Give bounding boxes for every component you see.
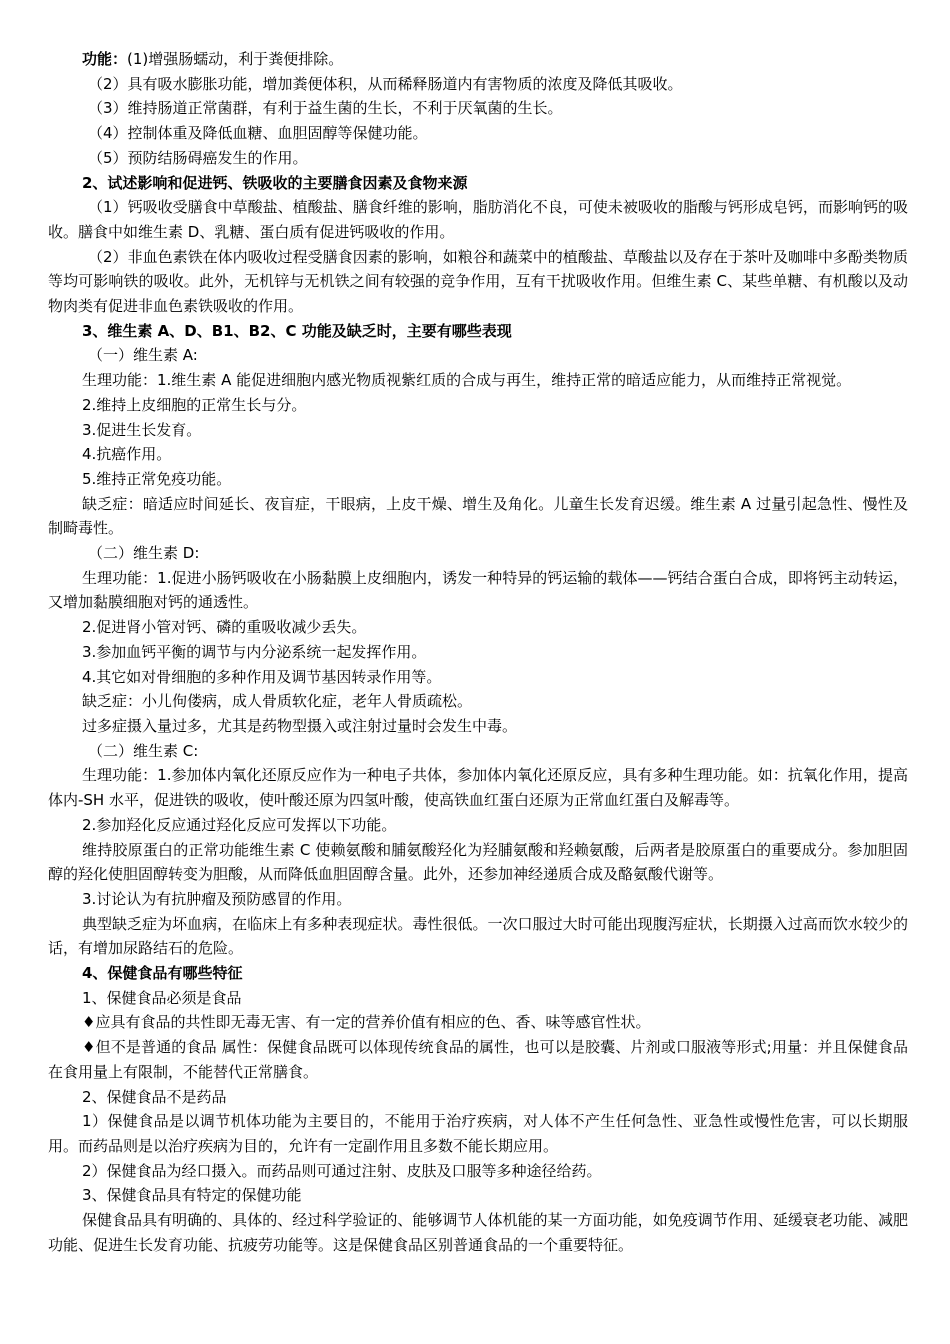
section-heading-4: 4、保健食品有哪些特征 bbox=[82, 964, 243, 983]
fiber-function-5: （5）预防结肠碍癌发生的作用。 bbox=[88, 148, 308, 167]
vitamin-d-function-3: 3.参加血钙平衡的调节与内分泌系统一起发挥作用。 bbox=[82, 642, 427, 661]
health-food-point-1: 1、保健食品必须是食品 bbox=[82, 988, 242, 1007]
vitamin-d-excess: 过多症摄入量过多，尤其是药物型摄入或注射过量时会发生中毒。 bbox=[82, 716, 518, 735]
health-food-point-3: 3、保健食品具有特定的保健功能 bbox=[82, 1186, 302, 1205]
vitamin-a-function-2: 2.维持上皮细胞的正常生长与分。 bbox=[82, 395, 307, 414]
fiber-function-2: （2）具有吸水膨胀功能，增加粪便体积，从而稀释肠道内有害物质的浓度及降低其吸收。 bbox=[88, 74, 683, 93]
section-heading-2: 2、试述影响和促进钙、铁吸收的主要膳食因素及食物来源 bbox=[82, 173, 468, 192]
iron-paragraph: （2）非血色素铁在体内吸收过程受膳食因素的影响，如粮谷和蔬菜中的植酸盐、草酸盐以及存在于茶叶及咖啡中多酚类物质等均可影响铁的吸收。此外，无机锌与无机铁之间有较强的竞争作用，互有干扰吸收作用。但维生素 C、某些单糖、有机酸以及动物肉类有促进非血色素铁吸收的作用。 bbox=[48, 247, 908, 316]
vitamin-c-collagen: 维持胶原蛋白的正常功能维生素 C 使赖氨酸和脯氨酸羟化为羟脯氨酸和羟赖氨酸，后两者是胶原蛋白的重要成分。参加胆固醇的羟化使胆固醇转变为胆酸，从而降低血胆固醇含量。此外，还参加神经递质合成及酪氨酸代谢等。 bbox=[48, 840, 908, 884]
vitamin-c-deficiency: 典型缺乏症为坏血病，在临床上有多种表现症状。毒性很低。一次口服过大时可能出现腹泻症状，长期摄入过高而饮水较少的话，有增加尿路结石的危险。 bbox=[48, 914, 908, 958]
vitamin-a-function-3: 3.促进生长发育。 bbox=[82, 420, 202, 439]
health-food-bullet-2: ♦但不是普通的食品 属性：保健食品既可以体现传统食品的属性，也可以是胶囊、片剂或口服液等形式;用量：并且保健食品在食用量上有限制，不能替代正常膳食。 bbox=[48, 1038, 908, 1081]
health-food-point-2-2: 2）保健食品为经口摄入。而药品则可通过注射、皮肤及口服等多种途径给药。 bbox=[82, 1161, 602, 1180]
health-food-bullet-1: ♦应具有食品的共性即无毒无害、有一定的营养价值有相应的色、香、味等感官性状。 bbox=[82, 1013, 651, 1032]
fiber-function-1: (1)增强肠蠕动，利于粪便排除。 bbox=[127, 50, 344, 68]
vitamin-d-title: （二）维生素 D: bbox=[88, 544, 200, 563]
vitamin-a-function-5: 5.维持正常免疫功能。 bbox=[82, 469, 232, 488]
vitamin-d-function-2: 2.促进肾小管对钙、磷的重吸收减少丢失。 bbox=[82, 618, 367, 637]
health-food-point-3-detail: 保健食品具有明确的、具体的、经过科学验证的、能够调节人体机能的某一方面功能，如免疫调节作用、延缓衰老功能、减肥功能、促进生长发育功能、抗疲劳功能等。这是保健食品区别普通食品的一个重要特征。 bbox=[48, 1211, 908, 1254]
vitamin-a-function-4: 4.抗癌作用。 bbox=[82, 445, 172, 464]
fiber-function-line bbox=[48, 47, 908, 72]
vitamin-d-deficiency: 缺乏症：小儿佝偻病，成人骨质软化症，老年人骨质疏松。 bbox=[82, 692, 473, 711]
document-page bbox=[48, 47, 908, 1257]
vitamin-d-function-4: 4.其它如对骨细胞的多种作用及调节基因转录作用等。 bbox=[82, 667, 442, 686]
vitamin-a-deficiency: 缺乏症：暗适应时间延长、夜盲症，干眼病，上皮干燥、增生及角化。儿童生长发育迟缓。维生素 A 过量引起急性、慢性及制畸毒性。 bbox=[48, 494, 908, 538]
calcium-paragraph: （1）钙吸收受膳食中草酸盐、植酸盐、膳食纤维的影响，脂肪消化不良，可使未被吸收的脂酸与钙形成皂钙，而影响钙的吸收。膳食中如维生素 D、乳糖、蛋白质有促进钙吸收的作用。 bbox=[48, 198, 908, 241]
vitamin-a-function-1: 生理功能：1.维生素 A 能促进细胞内感光物质视紫红质的合成与再生，维持正常的暗适应能力，从而维持正常视觉。 bbox=[82, 371, 852, 390]
vitamin-c-title: （二）维生素 C: bbox=[88, 741, 199, 760]
fiber-function-3: （3）维持肠道正常菌群，有利于益生菌的生长，不利于厌氧菌的生长。 bbox=[88, 99, 563, 118]
function-label: 功能： bbox=[82, 50, 128, 68]
vitamin-a-title: （一）维生素 A: bbox=[88, 346, 198, 365]
fiber-function-4: （4）控制体重及降低血糖、血胆固醇等保健功能。 bbox=[88, 124, 428, 143]
health-food-point-2-1: 1）保健食品是以调节机体功能为主要目的，不能用于治疗疾病，对人体不产生任何急性、亚急性或慢性危害，可以长期服用。而药品则是以治疗疾病为目的，允许有一定副作用且多数不能长期应用。 bbox=[48, 1112, 908, 1155]
vitamin-c-function-2: 2.参加羟化反应通过羟化反应可发挥以下功能。 bbox=[82, 815, 397, 834]
health-food-point-2: 2、保健食品不是药品 bbox=[82, 1087, 227, 1106]
vitamin-c-function-3: 3.讨论认为有抗肿瘤及预防感冒的作用。 bbox=[82, 889, 352, 908]
section-heading-3: 3、维生素 A、D、B1、B2、C 功能及缺乏时，主要有哪些表现 bbox=[82, 321, 512, 340]
vitamin-c-function-1: 生理功能：1.参加体内氧化还原反应作为一种电子共体，参加体内氧化还原反应，具有多种生理功能。如：抗氧化作用，提高体内-SH 水平，促进铁的吸收，使叶酸还原为四氢叶酸，使高铁血红蛋白还原为正常血红蛋白及解毒等。 bbox=[48, 766, 908, 810]
vitamin-d-function-1: 生理功能：1.促进小肠钙吸收在小肠黏膜上皮细胞内，诱发一种特异的钙运输的载体——钙结合蛋白合成，即将钙主动转运，又增加黏膜细胞对钙的通透性。 bbox=[48, 568, 908, 612]
